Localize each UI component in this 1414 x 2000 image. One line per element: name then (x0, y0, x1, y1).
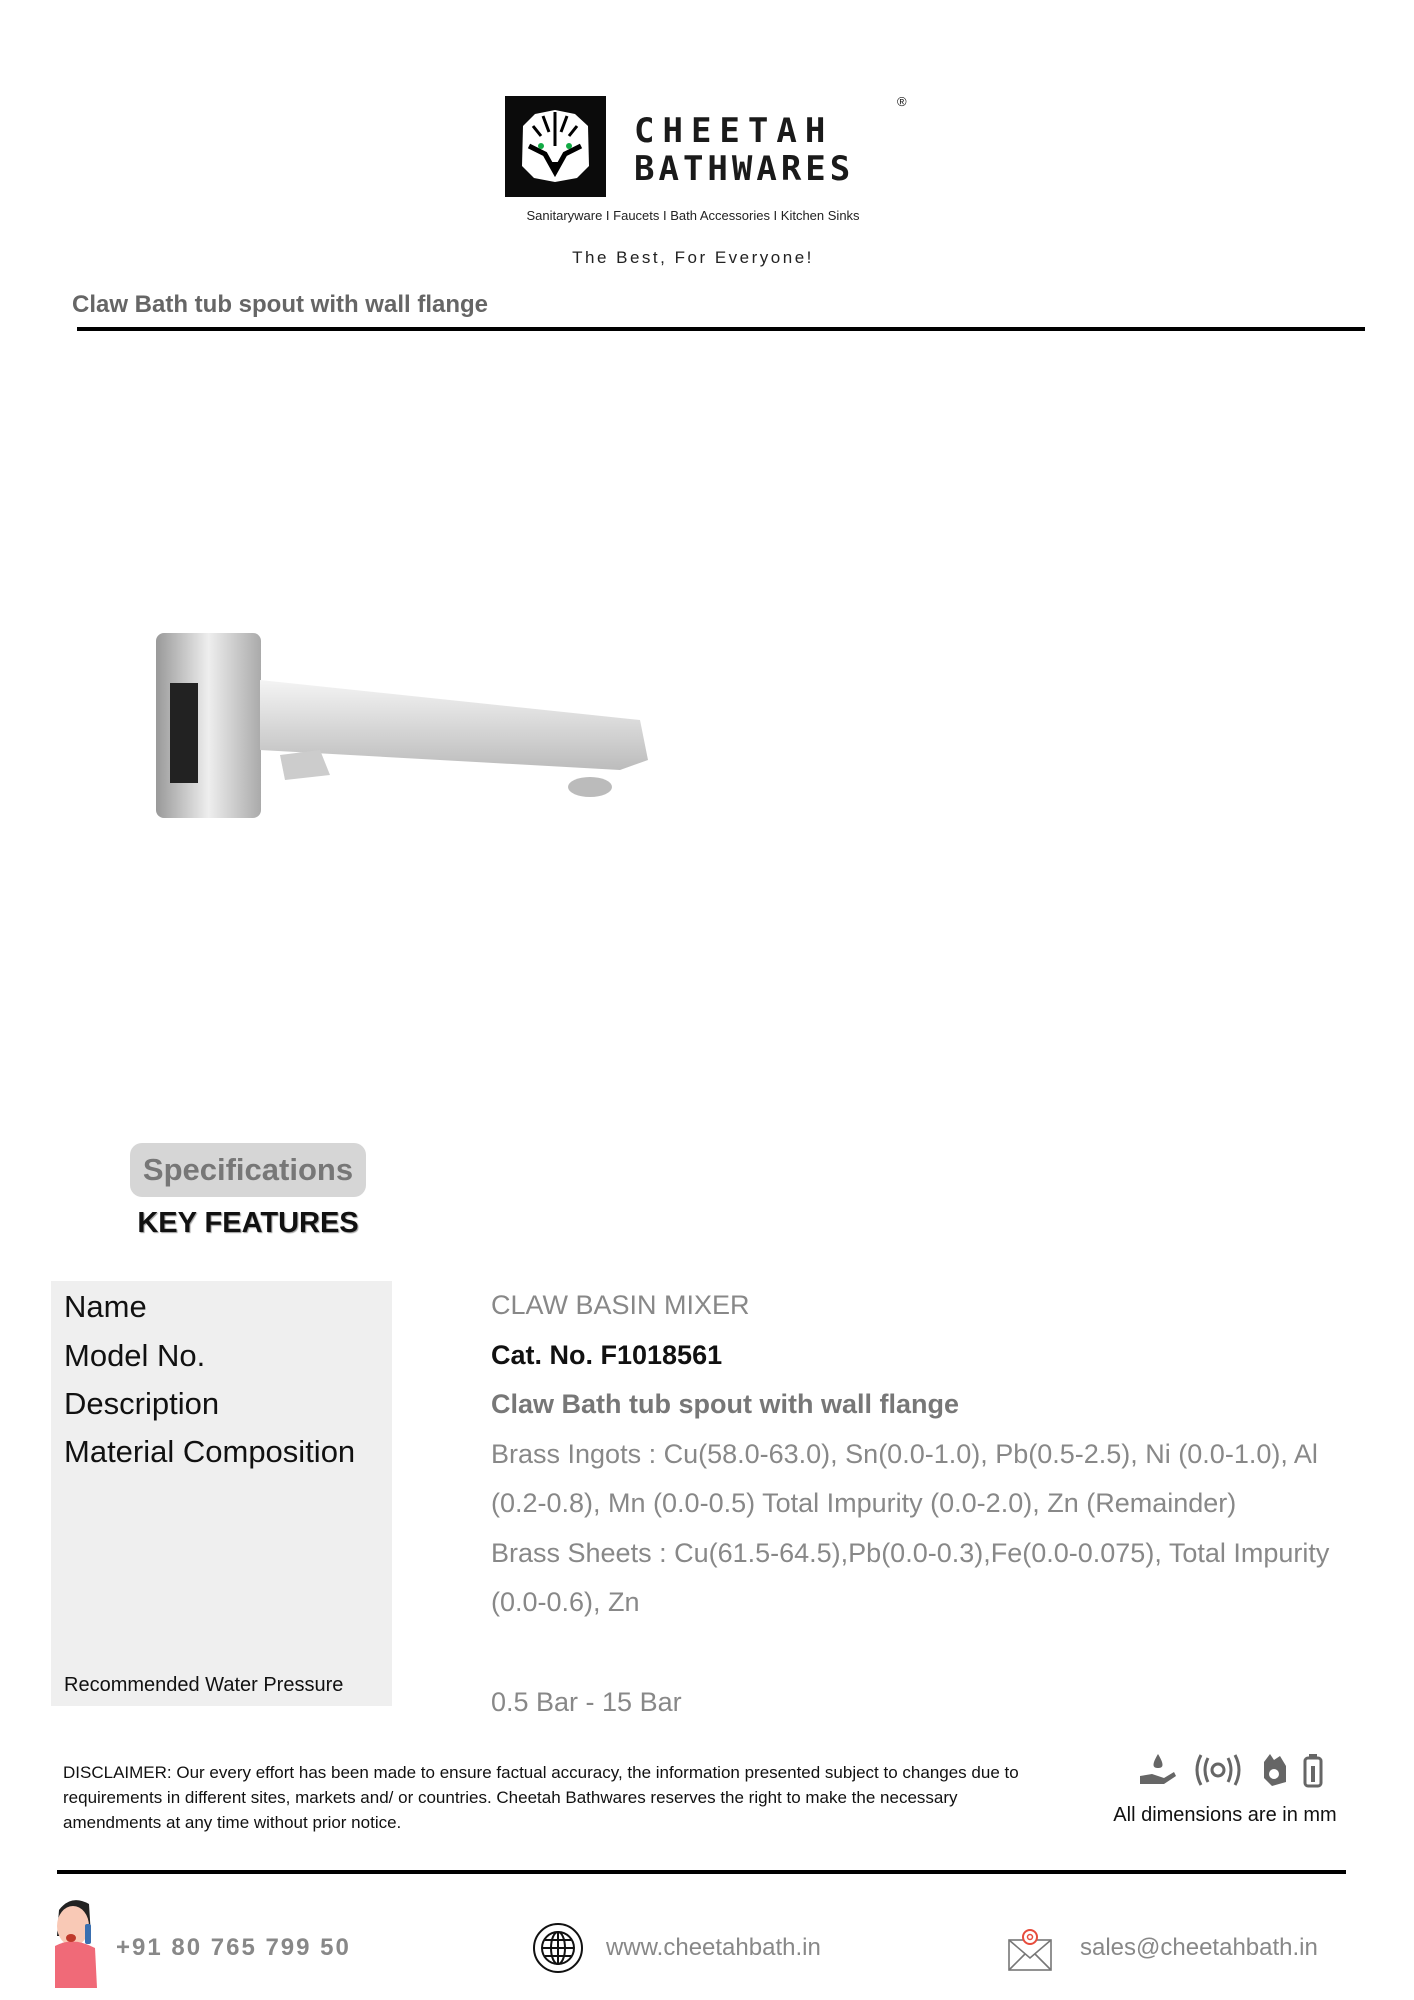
value-name: CLAW BASIN MIXER (491, 1290, 750, 1320)
globe-icon (532, 1922, 584, 1979)
label-model: Model No. (64, 1338, 206, 1373)
sensor-signal-icon (1190, 1752, 1246, 1788)
label-material: Material Composition (64, 1434, 356, 1469)
brand-motto: The Best, For Everyone! (572, 248, 814, 267)
phone-person-icon (51, 1896, 105, 1993)
brand-name-line1: CHEETAH (634, 111, 834, 151)
disclaimer-text: DISCLAIMER: Our every effort has been made to ensure factual accuracy, the information presented subject to changes due to requirements in different sites, markets and/ or countries. Cheetah Bathwares reserves the right to make the necessary amendments at any time without prior notice. (63, 1763, 1019, 1832)
value-material-line: (0.0-0.6), Zn (491, 1587, 640, 1617)
header-divider (77, 327, 1365, 331)
key-features-heading: KEY FEATURES (137, 1207, 359, 1239)
water-saving-hand-icon (1138, 1752, 1178, 1788)
value-material-line: Brass Sheets : Cu(61.5-64.5),Pb(0.0-0.3),Fe(0.0-0.075), Total Impurity (491, 1538, 1330, 1568)
feature-icons (1138, 1752, 1324, 1788)
mail-icon (1007, 1928, 1053, 1977)
cheetah-face-icon (505, 96, 606, 197)
document-title: Claw Bath tub spout with wall flange (72, 291, 489, 318)
value-pressure: 0.5 Bar - 15 Bar (491, 1687, 682, 1717)
value-material-line: Brass Ingots : Cu(58.0-63.0), Sn(0.0-1.0), Pb(0.5-2.5), Ni (0.0-1.0), Al (491, 1439, 1318, 1469)
footer-website[interactable]: www.cheetahbath.in (606, 1934, 821, 1961)
footer-divider (57, 1870, 1346, 1874)
hygiene-hand-icon (1258, 1752, 1290, 1788)
value-model: Cat. No. F1018561 (491, 1340, 723, 1370)
battery-icon (1302, 1752, 1324, 1788)
specifications-tab: Specifications (130, 1143, 366, 1197)
registered-mark: ® (897, 94, 907, 109)
footer-phone[interactable]: +91 80 765 799 50 (116, 1934, 351, 1961)
brand-tagline: Sanitaryware I Faucets I Bath Accessories I Kitchen Sinks (526, 208, 860, 223)
product-image (150, 625, 660, 830)
label-name: Name (64, 1289, 147, 1324)
footer-email[interactable]: sales@cheetahbath.in (1080, 1934, 1318, 1961)
cheetah-logo (505, 96, 606, 197)
value-description: Claw Bath tub spout with wall flange (491, 1389, 960, 1419)
brand-name-line2: BATHWARES (634, 149, 855, 189)
dimensions-note: All dimensions are in mm (1113, 1804, 1337, 1826)
label-pressure: Recommended Water Pressure (64, 1674, 344, 1696)
label-description: Description (64, 1386, 220, 1421)
value-material-line: (0.2-0.8), Mn (0.0-0.5) Total Impurity (0.0-2.0), Zn (Remainder) (491, 1488, 1237, 1518)
